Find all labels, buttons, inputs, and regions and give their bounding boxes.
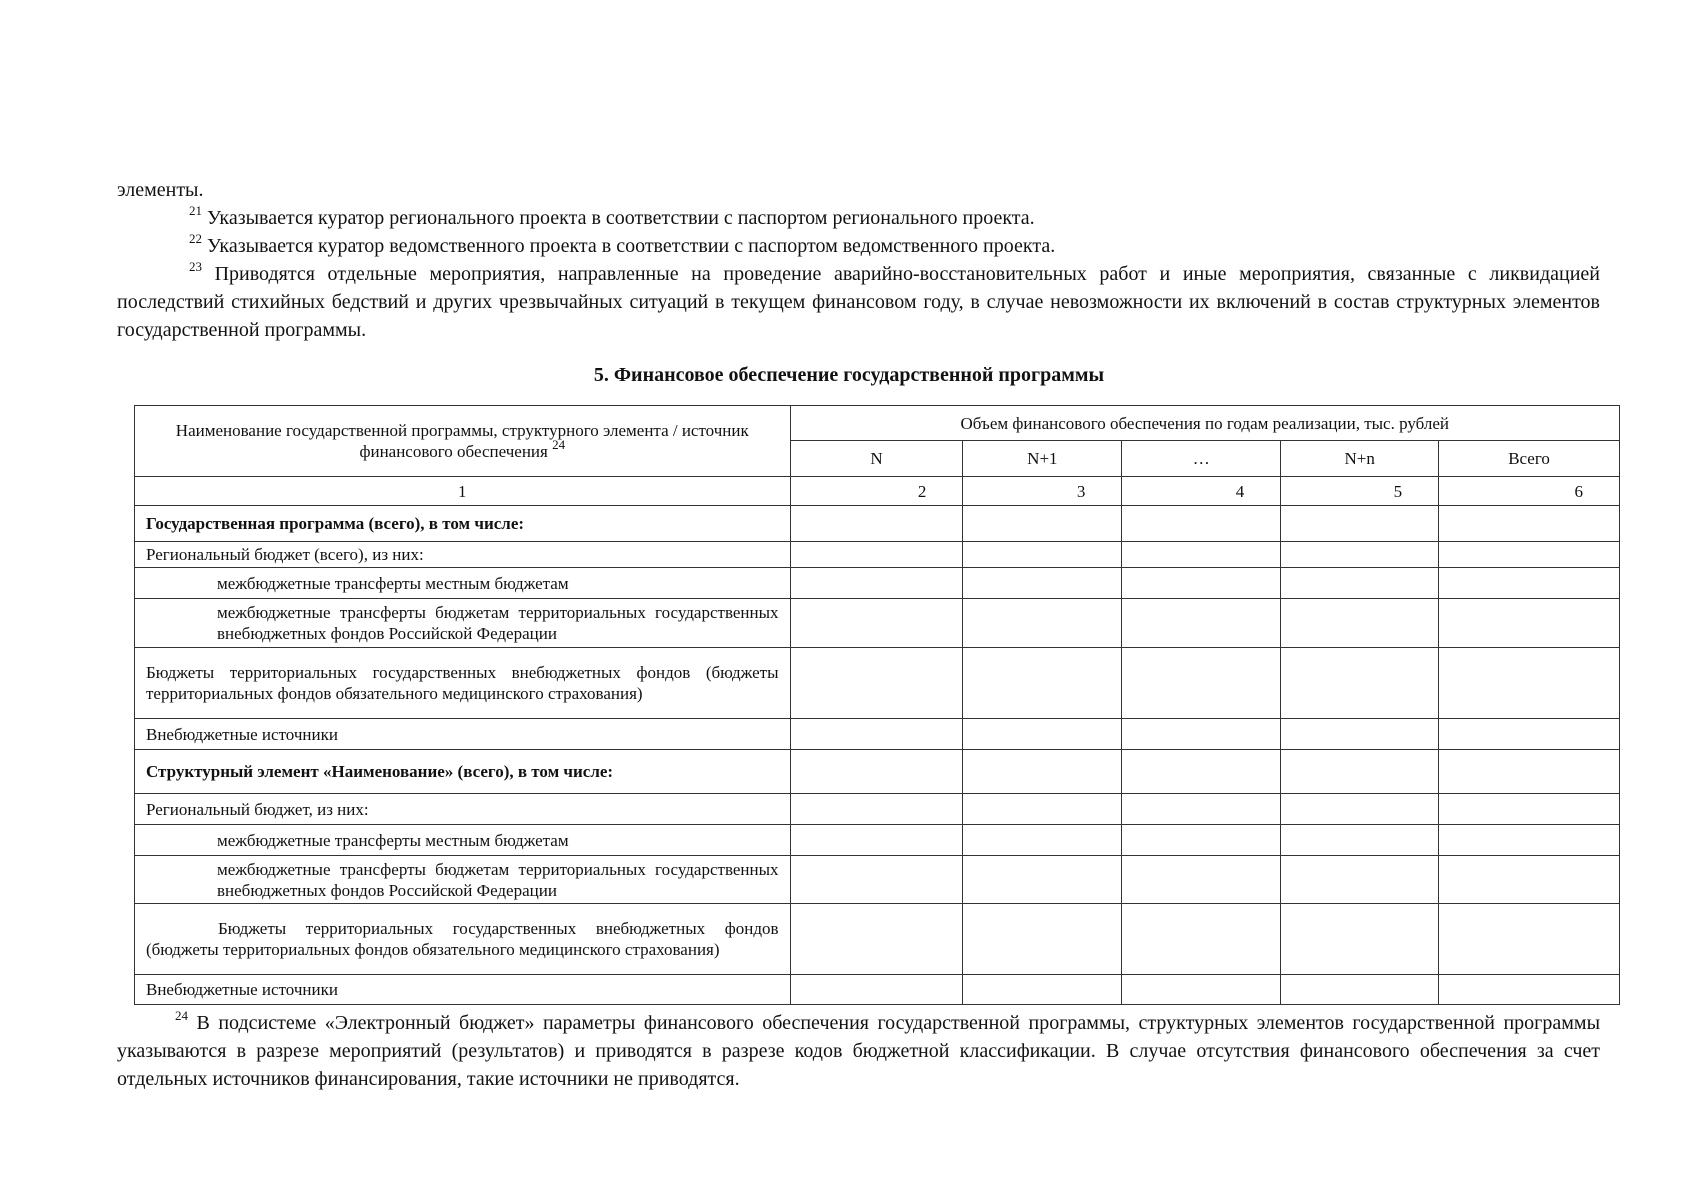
table-cell bbox=[1439, 825, 1620, 856]
section-title: 5. Финансовое обеспечение государственной программы bbox=[593, 364, 1105, 386]
column-number: 5 bbox=[1281, 477, 1439, 506]
row-label: межбюджетные трансферты местным бюджетам bbox=[135, 825, 791, 856]
header-name-column bbox=[135, 406, 791, 477]
table-cell bbox=[1439, 568, 1620, 599]
header-total: Всего bbox=[1439, 441, 1620, 477]
row-label: Бюджеты территориальных государственных внебюджетных фондов (бюджеты территориальных фондов обязательного медицинского страхования) bbox=[135, 904, 791, 975]
table-row bbox=[135, 856, 1620, 904]
table-cell bbox=[963, 719, 1122, 750]
table-cell bbox=[1122, 825, 1281, 856]
table-cell bbox=[963, 648, 1122, 719]
table-cell bbox=[1122, 904, 1281, 975]
table-cell bbox=[963, 825, 1122, 856]
table-cell bbox=[1122, 599, 1281, 648]
table-cell bbox=[963, 856, 1122, 904]
table-cell bbox=[1439, 542, 1620, 568]
table-cell bbox=[1281, 542, 1439, 568]
row-label: межбюджетные трансферты бюджетам территориальных государственных внебюджетных фондов Российской Федерации bbox=[135, 599, 791, 648]
table-cell bbox=[1439, 975, 1620, 1005]
table-cell bbox=[790, 904, 963, 975]
footnote-marker: 24 bbox=[552, 437, 566, 453]
table-cell bbox=[1281, 825, 1439, 856]
row-label: Государственная программа (всего), в том числе: bbox=[135, 506, 791, 542]
column-number: 2 bbox=[790, 477, 963, 506]
table-row bbox=[135, 825, 1620, 856]
table-cell bbox=[963, 506, 1122, 542]
header-year-ellipsis: … bbox=[1122, 441, 1281, 477]
table-row bbox=[135, 648, 1620, 719]
table-cell bbox=[790, 856, 963, 904]
table-cell bbox=[963, 599, 1122, 648]
table-cell bbox=[963, 904, 1122, 975]
footnotes-continuation bbox=[117, 176, 1600, 344]
table-cell bbox=[790, 599, 963, 648]
column-number: 3 bbox=[963, 477, 1122, 506]
footnote-marker: 24 bbox=[175, 1008, 188, 1024]
table-cell bbox=[1122, 856, 1281, 904]
table-cell bbox=[1439, 648, 1620, 719]
row-label: Внебюджетные источники bbox=[135, 975, 791, 1005]
table-cell bbox=[1439, 904, 1620, 975]
table-cell bbox=[790, 750, 963, 794]
table-cell bbox=[1439, 719, 1620, 750]
table-cell bbox=[1439, 856, 1620, 904]
table-cell bbox=[963, 542, 1122, 568]
column-number: 1 bbox=[135, 477, 791, 506]
table-cell bbox=[963, 975, 1122, 1005]
table-cell bbox=[790, 719, 963, 750]
footnote-text: В подсистеме «Электронный бюджет» параметры финансового обеспечения государственной программы, структурных элементов государственной программы указываются в разрезе мероприятий (результатов) и приводятся в разрезе кодов бюджетной классификации. В случае отсутствия финансового обеспечения за счет отдельных источников финансирования, такие источники не приводятся. bbox=[117, 1012, 1600, 1090]
financing-table bbox=[134, 405, 1620, 1005]
footnote-marker: 23 bbox=[189, 259, 202, 275]
table-cell bbox=[1439, 506, 1620, 542]
table-cell bbox=[790, 568, 963, 599]
footnote-text: Приводятся отдельные мероприятия, направленные на проведение аварийно-восстановительных работ и иные мероприятия, связанные с ликвидацией последствий стихийных бедствий и других чрезвычайных ситуаций в текущем финансовом году, в случае невозможности их включений в состав структурных элементов государственной программы. bbox=[117, 263, 1600, 341]
table-row bbox=[135, 794, 1620, 825]
row-label: Бюджеты территориальных государственных внебюджетных фондов (бюджеты территориальных фондов обязательного медицинского страхования) bbox=[135, 648, 791, 719]
column-number: 4 bbox=[1122, 477, 1281, 506]
header-name-text: Наименование государственной программы, структурного элемента / источник финансового обеспечения bbox=[175, 421, 749, 461]
footnote-text: Указывается куратор ведомственного проекта в соответствии с паспортом ведомственного проекта. bbox=[202, 235, 1056, 257]
table-cell bbox=[1122, 750, 1281, 794]
row-label: Внебюджетные источники bbox=[135, 719, 791, 750]
row-label: Региональный бюджет, из них: bbox=[135, 794, 791, 825]
header-volume-group: Объем финансового обеспечения по годам реализации, тыс. рублей bbox=[790, 406, 1619, 441]
table-row bbox=[135, 719, 1620, 750]
footnote-24 bbox=[117, 1009, 1600, 1093]
row-label: межбюджетные трансферты бюджетам территориальных государственных внебюджетных фондов Российской Федерации bbox=[135, 856, 791, 904]
table-cell bbox=[1281, 568, 1439, 599]
table-cell bbox=[790, 648, 963, 719]
table-cell bbox=[1281, 904, 1439, 975]
table-cell bbox=[790, 975, 963, 1005]
table-cell bbox=[790, 506, 963, 542]
table-cell bbox=[1281, 599, 1439, 648]
table-row bbox=[135, 506, 1620, 542]
table-row bbox=[135, 568, 1620, 599]
footnote-marker: 21 bbox=[189, 203, 202, 219]
table-cell bbox=[1281, 750, 1439, 794]
table-cell bbox=[1439, 794, 1620, 825]
footnote-23 bbox=[117, 260, 1600, 344]
column-number: 6 bbox=[1439, 477, 1620, 506]
table-row bbox=[135, 750, 1620, 794]
table-cell bbox=[1122, 648, 1281, 719]
table-cell bbox=[1122, 794, 1281, 825]
table-cell bbox=[1281, 719, 1439, 750]
table-row bbox=[135, 542, 1620, 568]
table-cell bbox=[1122, 975, 1281, 1005]
table-cell bbox=[1122, 542, 1281, 568]
header-year-nn: N+n bbox=[1281, 441, 1439, 477]
table-row bbox=[135, 599, 1620, 648]
table-cell bbox=[1122, 568, 1281, 599]
table-cell bbox=[1281, 794, 1439, 825]
row-label: Региональный бюджет (всего), из них: bbox=[135, 542, 791, 568]
footnote-text: Указывается куратор регионального проекта в соответствии с паспортом регионального проекта. bbox=[202, 207, 1035, 229]
table-cell bbox=[1281, 975, 1439, 1005]
table-cell bbox=[790, 542, 963, 568]
table-row bbox=[135, 904, 1620, 975]
table-cell bbox=[1122, 719, 1281, 750]
table-cell bbox=[963, 750, 1122, 794]
table-cell bbox=[963, 794, 1122, 825]
row-label: межбюджетные трансферты местным бюджетам bbox=[135, 568, 791, 599]
table-cell bbox=[1281, 856, 1439, 904]
table-cell bbox=[1439, 750, 1620, 794]
footnote-21 bbox=[117, 204, 1600, 232]
table-cell bbox=[963, 568, 1122, 599]
table-cell bbox=[1439, 599, 1620, 648]
table-cell bbox=[1281, 648, 1439, 719]
footnote-marker: 22 bbox=[189, 231, 202, 247]
table-cell bbox=[790, 794, 963, 825]
table-row bbox=[135, 975, 1620, 1005]
row-label: Структурный элемент «Наименование» (всего), в том числе: bbox=[135, 750, 791, 794]
continuation-text: элементы. bbox=[117, 179, 204, 201]
table-cell bbox=[1122, 506, 1281, 542]
header-year-n1: N+1 bbox=[963, 441, 1122, 477]
table-cell bbox=[790, 825, 963, 856]
table-cell bbox=[1281, 506, 1439, 542]
footnote-paragraph bbox=[117, 1009, 1600, 1093]
footnote-22 bbox=[117, 232, 1600, 260]
header-year-n: N bbox=[790, 441, 963, 477]
